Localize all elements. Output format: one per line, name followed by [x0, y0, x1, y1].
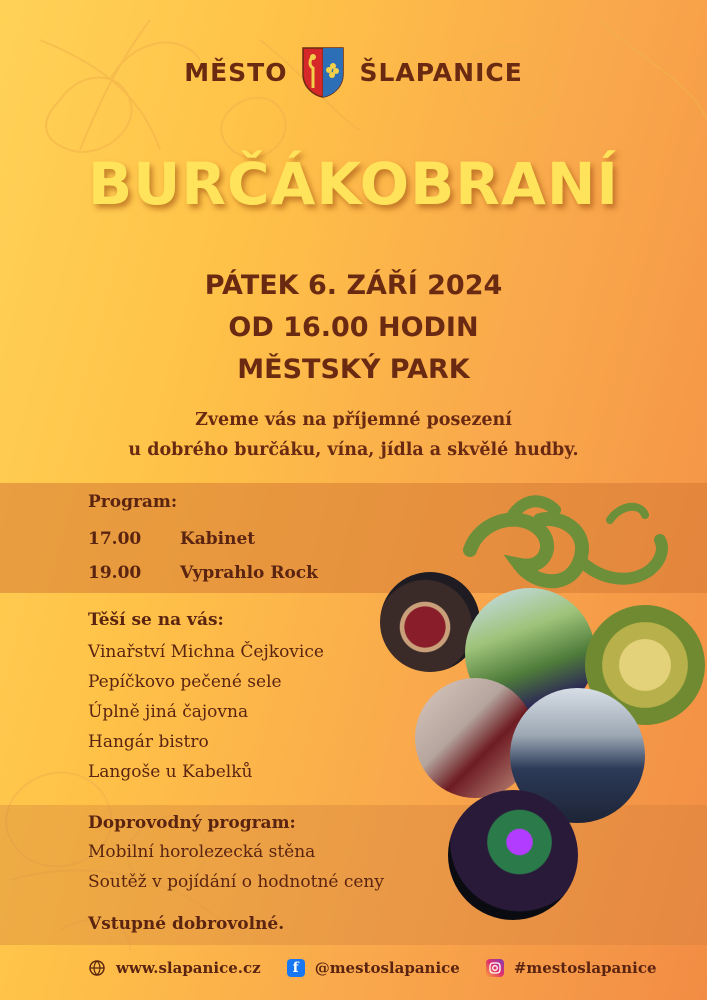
facebook-icon[interactable]: f [287, 959, 305, 977]
event-title: BURČÁKOBRANÍ [88, 150, 619, 218]
instagram-icon[interactable] [486, 959, 504, 977]
program-name: Vyprahlo Rock [180, 563, 318, 583]
program-time: 19.00 [88, 563, 142, 583]
vine-tendril-decoration [460, 490, 680, 610]
header-right-word: ŠLAPANICE [359, 57, 523, 87]
event-time: OD 16.00 HODIN [228, 312, 479, 343]
web-link[interactable]: www.slapanice.cz [116, 959, 261, 977]
concert-stage-photo [448, 790, 578, 920]
vendor-item: Úplně jiná čajovna [88, 702, 249, 722]
globe-icon [88, 959, 106, 977]
footer [88, 959, 657, 977]
header-left-word: MĚSTO [184, 57, 288, 87]
side-program-heading: Doprovodný program: [88, 813, 296, 833]
vendor-item: Hangár bistro [88, 732, 209, 752]
event-place: MĚSTSKÝ PARK [237, 354, 470, 385]
vendors-heading: Těší se na vás: [88, 610, 224, 630]
side-program-item: Soutěž v pojídání o hodnotné ceny [88, 872, 384, 892]
town-header [0, 46, 707, 98]
event-date: PÁTEK 6. ZÁŘÍ 2024 [204, 270, 503, 301]
invite-line-2: u dobrého burčáku, vína, jídla a skvělé hudby. [128, 440, 579, 460]
program-time: 17.00 [88, 529, 142, 549]
side-program-item: Mobilní horolezecká stěna [88, 842, 316, 862]
facebook-link[interactable]: @mestoslapanice [314, 959, 460, 977]
town-crest-icon [301, 46, 345, 98]
entry-note: Vstupné dobrovolné. [88, 914, 285, 934]
program-heading: Program: [88, 492, 178, 512]
instagram-link[interactable]: #mestoslapanice [513, 959, 657, 977]
program-name: Kabinet [180, 529, 256, 549]
invite-line-1: Zveme vás na příjemné posezení [195, 410, 512, 430]
vendor-item: Vinařství Michna Čejkovice [88, 642, 324, 662]
vendor-item: Pepíčkovo pečené sele [88, 672, 282, 692]
vendor-item: Langoše u Kabelků [88, 762, 253, 782]
